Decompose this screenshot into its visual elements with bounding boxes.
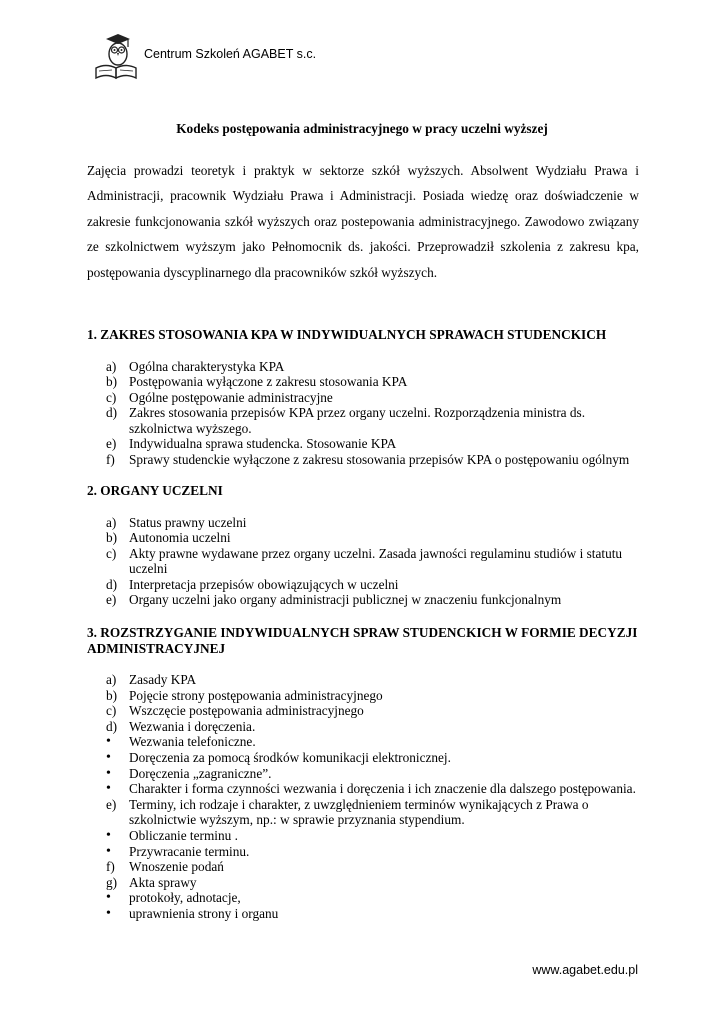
bullet-icon: • [106, 843, 111, 859]
list-item [87, 766, 647, 782]
list-item-text: Postępowania wyłączone z zakresu stosowania KPA [129, 374, 408, 390]
list-item [87, 436, 647, 452]
list-item [87, 781, 647, 797]
list-marker: b) [106, 687, 118, 703]
list-marker: b) [106, 530, 118, 546]
list-item [87, 405, 647, 436]
bullet-icon: • [106, 781, 111, 797]
list-item-text: Status prawny uczelni [129, 514, 247, 530]
list-item [87, 688, 647, 704]
section-list [87, 359, 647, 468]
list-item-text: Zasady KPA [129, 672, 197, 687]
list-item-text: Wezwania telefoniczne. [129, 734, 256, 750]
section-heading: 3. ROZSTRZYGANIE INDYWIDUALNYCH SPRAW STUDENCKICH W FORMIE DECYZJI ADMINISTRACYJNEJ [87, 625, 638, 656]
intro-paragraph: Zajęcia prowadzi teoretyk i praktyk w sektorze szkół wyższych. Absolwent Wydziału Prawa i Administracji, pracownik Wydziału Prawa i Administracji. Posiada wiedzę oraz doświadczenie w zakresie funkcjonowania szkół wyższych oraz postepowania administracyjnego. Zawodowo związany ze szkolnictwem wyższym jako Pełnomocnik ds. jakości. Przeprowadził szkolenia z zakresu kpa, postępowania dyscyplinarnego dla pracowników szkół wyższych. [87, 163, 639, 280]
list-marker: e) [106, 796, 117, 812]
list-marker: e) [106, 592, 117, 608]
list-item-text: Doręczenia „zagraniczne”. [129, 765, 272, 781]
list-item [87, 515, 647, 531]
list-item [87, 452, 647, 468]
list-item-text: Zakres stosowania przepisów KPA przez organy uczelni. Rozporządzenia ministra ds. szkolnictwa wyższego. [129, 405, 586, 436]
section-2 [87, 483, 647, 608]
list-item [87, 890, 647, 906]
list-marker: e) [106, 436, 117, 452]
list-item-text: Ogólne postępowanie administracyjne [129, 389, 333, 405]
list-item-text: Organy uczelni jako organy administracji publicznej w znaczeniu funkcjonalnym [129, 592, 562, 608]
list-item [87, 719, 647, 735]
list-marker: c) [106, 545, 117, 561]
list-item [87, 844, 647, 860]
section-list [87, 672, 647, 922]
list-item-text: uprawnienia strony i organu [129, 905, 279, 921]
list-item-text: Terminy, ich rodzaje i charakter, z uwzględnieniem terminów wynikających z Prawa o szkolnictwie wyższym, np.: w sprawie przyznania stypendium. [129, 796, 589, 828]
list-item-text: Obliczanie terminu . [129, 827, 238, 843]
list-marker: g) [106, 874, 118, 890]
list-marker: b) [106, 374, 118, 390]
list-item [87, 828, 647, 844]
list-item-text: protokoły, adnotacje, [129, 890, 241, 906]
bullet-icon: • [106, 905, 111, 921]
list-marker: a) [106, 514, 117, 530]
bullet-icon: • [106, 734, 111, 750]
page-header [90, 30, 316, 82]
list-marker: a) [106, 358, 117, 374]
list-item-text: Przywracanie terminu. [129, 843, 250, 859]
list-item-text: Wezwania i doręczenia. [129, 718, 256, 734]
bullet-icon: • [106, 765, 111, 781]
list-item [87, 359, 647, 375]
section-heading: 2. ORGANY UCZELNI [87, 483, 223, 498]
list-marker: d) [106, 405, 118, 421]
section-3 [87, 625, 647, 922]
list-marker: f) [106, 452, 115, 468]
list-item-text: Autonomia uczelni [129, 530, 231, 546]
list-item [87, 592, 647, 608]
list-item-text: Interpretacja przepisów obowiązujących w uczelni [129, 576, 399, 592]
list-item [87, 672, 647, 688]
company-name: Centrum Szkoleń AGABET s.c. [144, 47, 317, 61]
list-item [87, 530, 647, 546]
list-item-text: Akta sprawy [129, 874, 197, 890]
list-item-text: Pojęcie strony postępowania administracyjnego [129, 687, 383, 703]
bullet-icon: • [106, 827, 111, 843]
section-heading: 1. ZAKRES STOSOWANIA KPA W INDYWIDUALNYCH SPRAWACH STUDENCKICH [87, 327, 607, 342]
list-item [87, 906, 647, 922]
footer-url: www.agabet.edu.pl [532, 963, 638, 977]
list-item-text: Charakter i forma czynności wezwania i doręczenia i ich znaczenie dla dalszego postępowania. [129, 781, 636, 797]
list-item [87, 374, 647, 390]
bullet-icon: • [106, 749, 111, 765]
list-item [87, 734, 647, 750]
list-item [87, 390, 647, 406]
list-item-text: Wszczęcie postępowania administracyjnego [129, 703, 364, 719]
page-title: Kodeks postępowania administracyjnego w pracy uczelni wyższej [176, 121, 548, 136]
list-item-text: Ogólna charakterystyka KPA [129, 358, 285, 374]
list-item [87, 577, 647, 593]
list-marker: c) [106, 703, 117, 719]
list-item-text: Sprawy studenckie wyłączone z zakresu stosowania przepisów KPA o postępowaniu ogólnym [129, 452, 630, 468]
list-item [87, 859, 647, 875]
list-marker: f) [106, 859, 115, 875]
list-marker: d) [106, 576, 118, 592]
list-item [87, 703, 647, 719]
list-marker: c) [106, 389, 117, 405]
list-item-text: Doręczenia za pomocą środków komunikacji elektronicznej. [129, 749, 451, 765]
list-item-text: Indywidualna sprawa studencka. Stosowanie KPA [129, 436, 397, 452]
list-item-text: Akty prawne wydawane przez organy uczelni. Zasada jawności regulaminu studiów i statutu uczelni [129, 545, 623, 577]
owl-book-logo-icon [90, 30, 138, 82]
list-item [87, 875, 647, 891]
list-item [87, 797, 647, 828]
section-list [87, 515, 647, 609]
list-marker: a) [106, 672, 117, 687]
section-1 [87, 327, 647, 468]
list-marker: d) [106, 718, 118, 734]
list-item-text: Wnoszenie podań [129, 859, 224, 875]
list-item [87, 750, 647, 766]
list-item [87, 546, 647, 577]
bullet-icon: • [106, 890, 111, 906]
